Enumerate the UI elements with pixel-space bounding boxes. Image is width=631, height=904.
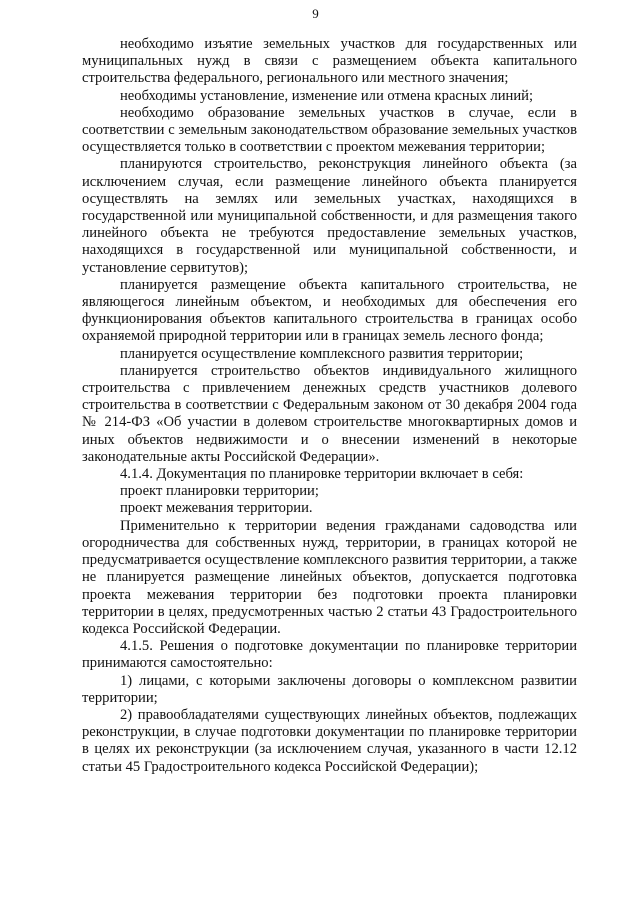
paragraph: Применительно к территории ведения гражданами садоводства или огородничества для собственных нужд, территории, в границах которой не предусматривается осуществление комплексного развития территории, а также не планируется размещение линейных объектов, допускается подготовка проекта межевания территории без подготовки проекта планировки территории в целях, предусмотренных частью 2 статьи 43 Градостроительного кодекса Российской Федерации.: [82, 517, 577, 637]
page-number: 9: [312, 6, 319, 21]
document-body: [82, 36, 577, 776]
paragraph: проект планировки территории;: [120, 483, 319, 500]
paragraph: 4.1.4. Документация по планировке территории включает в себя:: [120, 466, 524, 483]
paragraph: планируется строительство объектов индивидуального жилищного строительства с привлечением денежных средств участников долевого строительства в соответствии с Федеральным законом от 30 декабря 2004 года № 214-ФЗ «Об участии в долевом строительстве многоквартирных домов и иных объектов недвижимости и о внесении изменений в некоторые законодательные акты Российской Федерации».: [82, 362, 577, 465]
paragraph: планируются строительство, реконструкция линейного объекта (за исключением случая, если размещение линейного объекта планируется осуществлять на землях или земельных участках, находящихся в государственной или муниципальной собственности, и для размещения такого линейного объекта не требуются предоставление земельных участков, находящихся в государственной или муниципальной собственности, и установление сервитутов);: [82, 156, 577, 276]
paragraph: 1) лицами, с которыми заключены договоры о комплексном развитии территории;: [82, 672, 577, 706]
paragraph: планируется осуществление комплексного развития территории;: [120, 345, 524, 362]
paragraph: необходимо образование земельных участков в случае, если в соответствии с земельным законодательством образование земельных участков осуществляется только в соответствии с проектом межевания территории;: [82, 104, 577, 156]
paragraph: необходимо изъятие земельных участков для государственных или муниципальных нужд в связи с размещением объекта капитального строительства федерального, регионального или местного значения;: [82, 36, 577, 87]
paragraph: 2) правообладателями существующих линейных объектов, подлежащих реконструкции, в случае подготовки документации по планировке территории в целях их реконструкции (за исключением случая, указанного в части 12.12 статьи 45 Градостроительного кодекса Российской Федерации);: [82, 706, 577, 775]
paragraph: 4.1.5. Решения о подготовке документации по планировке территории принимаются самостоятельно:: [82, 638, 577, 672]
paragraph: необходимы установление, изменение или отмена красных линий;: [120, 87, 534, 104]
paragraph: планируется размещение объекта капитального строительства, не являющегося линейным объектом, и необходимых для обеспечения его функционирования объектов капитального строительства в границах особо охраняемой природной территории или в границах земель лесного фонда;: [82, 276, 577, 345]
paragraph: проект межевания территории.: [120, 500, 313, 517]
